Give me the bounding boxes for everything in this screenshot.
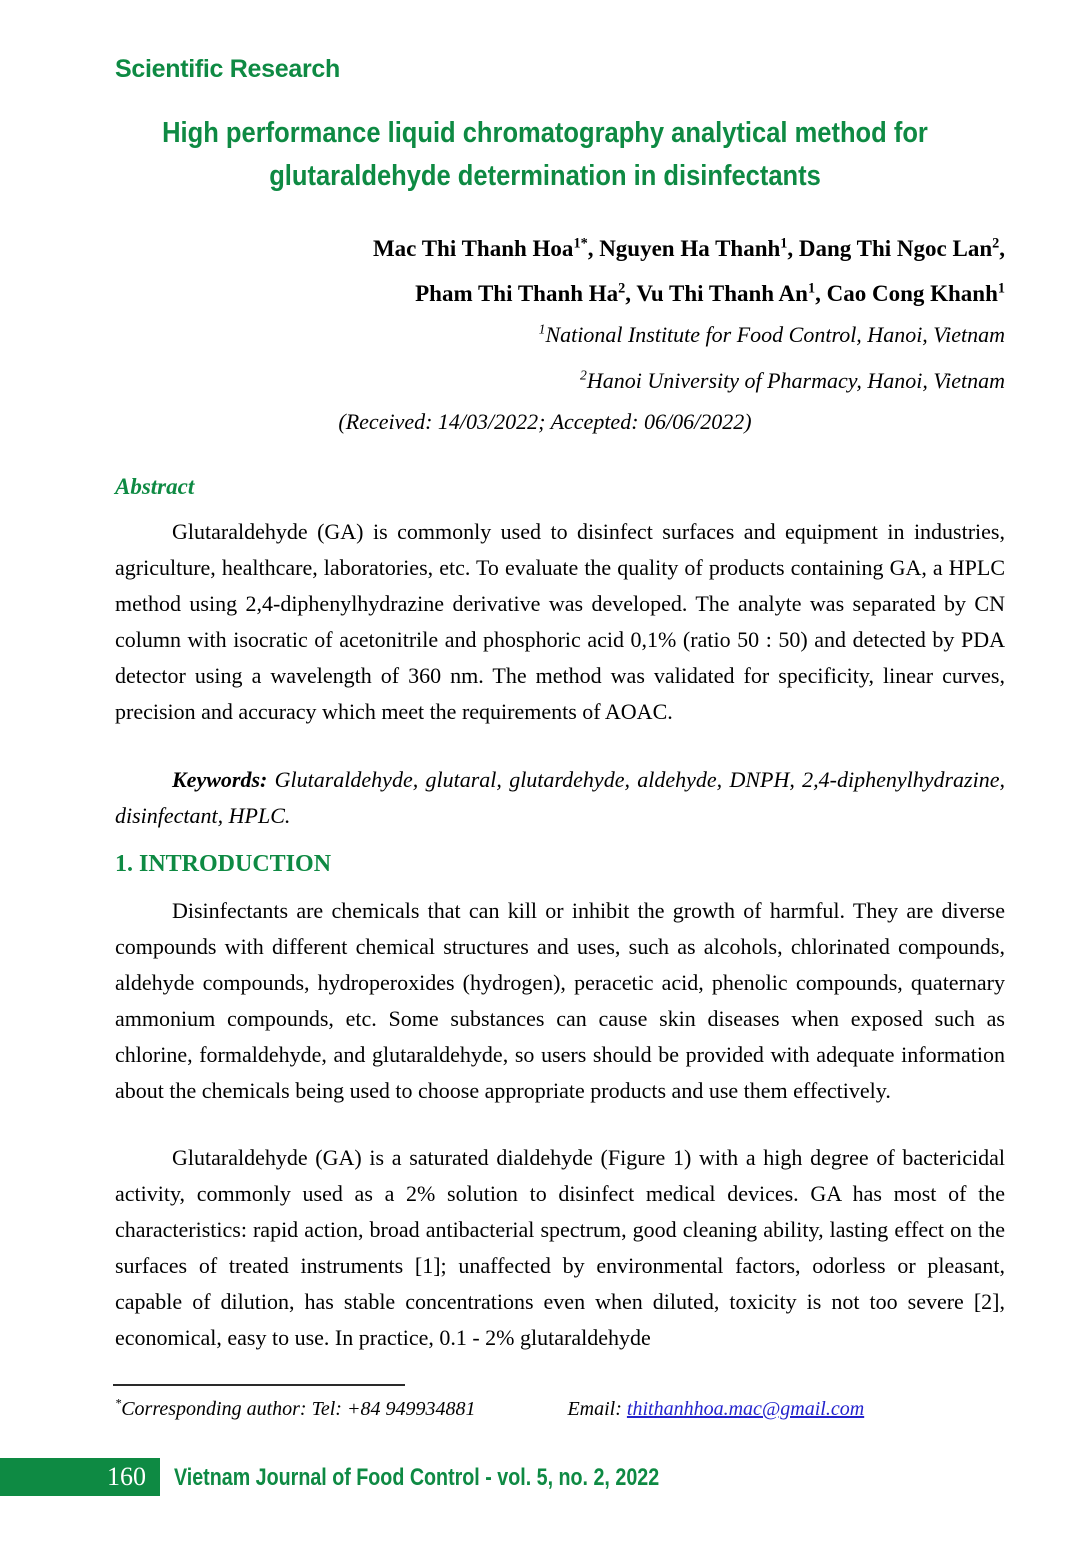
article-title-line1: High performance liquid chromatography analytical method for [162,117,928,149]
keywords-paragraph [115,762,1005,834]
footnote-email-label: Email: [567,1398,627,1420]
journal-footer-line: Vietnam Journal of Food Control - vol. 5, no. 2, 2022 [174,1464,660,1491]
received-accepted-line: (Received: 14/03/2022; Accepted: 06/06/2022) [338,409,752,434]
corresponding-author-email-link[interactable]: thithanhhoa.mac@gmail.com [626,1398,865,1420]
footnote-divider [113,1384,405,1386]
author-list [373,226,1005,316]
affiliations [539,312,1005,404]
introduction-paragraph-1: Disinfectants are chemicals that can kill or inhibit the growth of harmful. They are diverse compounds with different chemical structures and uses, such as alcohols, chlorinated compounds, aldehyde compounds, hydroperoxides (hydrogen), peracetic acid, phenolic compounds, quaternary ammonium compounds, etc. Some substances can cause skin diseases when exposed such as chlorine, formaldehyde, and glutaraldehyde, so users should be provided with adequate information about the chemicals being used to choose appropriate products and use them effectively. [115,898,1005,1103]
author-line-1: Mac Thi Thanh Hoa$^{1*}$, Nguyen Ha Thanh$^1$, Dang Thi Ngoc Lan$^2$, [372,235,1005,261]
footnote-text: Corresponding author: Tel: +84 949934881 [121,1398,476,1420]
article-title-line2: glutaraldehyde determination in disinfectants [269,160,821,192]
article-title [65,112,1024,198]
keywords-text: Glutaraldehyde, glutaral, glutardehyde, aldehyde, DNPH, 2,4-diphenylhydrazine, disinfectant, HPLC. [115,767,1005,828]
introduction-heading: 1. INTRODUCTION [115,851,332,877]
section-label: Scientific Research [115,55,340,83]
footnote-marker: * [115,1396,122,1411]
abstract-paragraph: Glutaraldehyde (GA) is commonly used to disinfect surfaces and equipment in industries, agriculture, healthcare, laboratories, etc. To evaluate the quality of products containing GA, a HPLC method using 2,4-diphenylhydrazine derivative was developed. The analyte was separated by CN column with isocratic of acetonitrile and phosphoric acid 0,1% (ratio 50 : 50) and detected by PDA detector using a wavelength of 360 nm. The method was validated for specificity, linear curves, precision and accuracy which meet the requirements of AOAC. [115,519,1005,724]
abstract-heading: Abstract [115,474,195,499]
affiliation-2: $^2$Hanoi University of Pharmacy, Hanoi, Vietnam [580,367,1005,393]
keywords-label: Keywords: [172,767,268,792]
page-number-badge: 160 [0,1458,160,1496]
affiliation-1: $^1$National Institute for Food Control, Hanoi, Vietnam [538,321,1005,347]
introduction-paragraph-2: Glutaraldehyde (GA) is a saturated dialdehyde (Figure 1) with a high degree of bactericidal activity, commonly used as a 2% solution to disinfect medical devices. GA has most of the characteristics: rapid action, broad antibacterial spectrum, good cleaning ability, lasting effect on the surfaces of treated instruments [1]; unaffected by environmental factors, odorless or pleasant, capable of dilution, has stable concentrations even when diluted, toxicity is not too severe [2], economical, easy to use. In practice, 0.1 - 2% glutaraldehyde [115,1145,1005,1350]
corresponding-author-footnote [115,1394,864,1424]
author-line-2: Pham Thi Thanh Ha$^2$, Vu Thi Thanh An$^1$, Cao Cong Khanh$^1$ [415,280,1005,306]
